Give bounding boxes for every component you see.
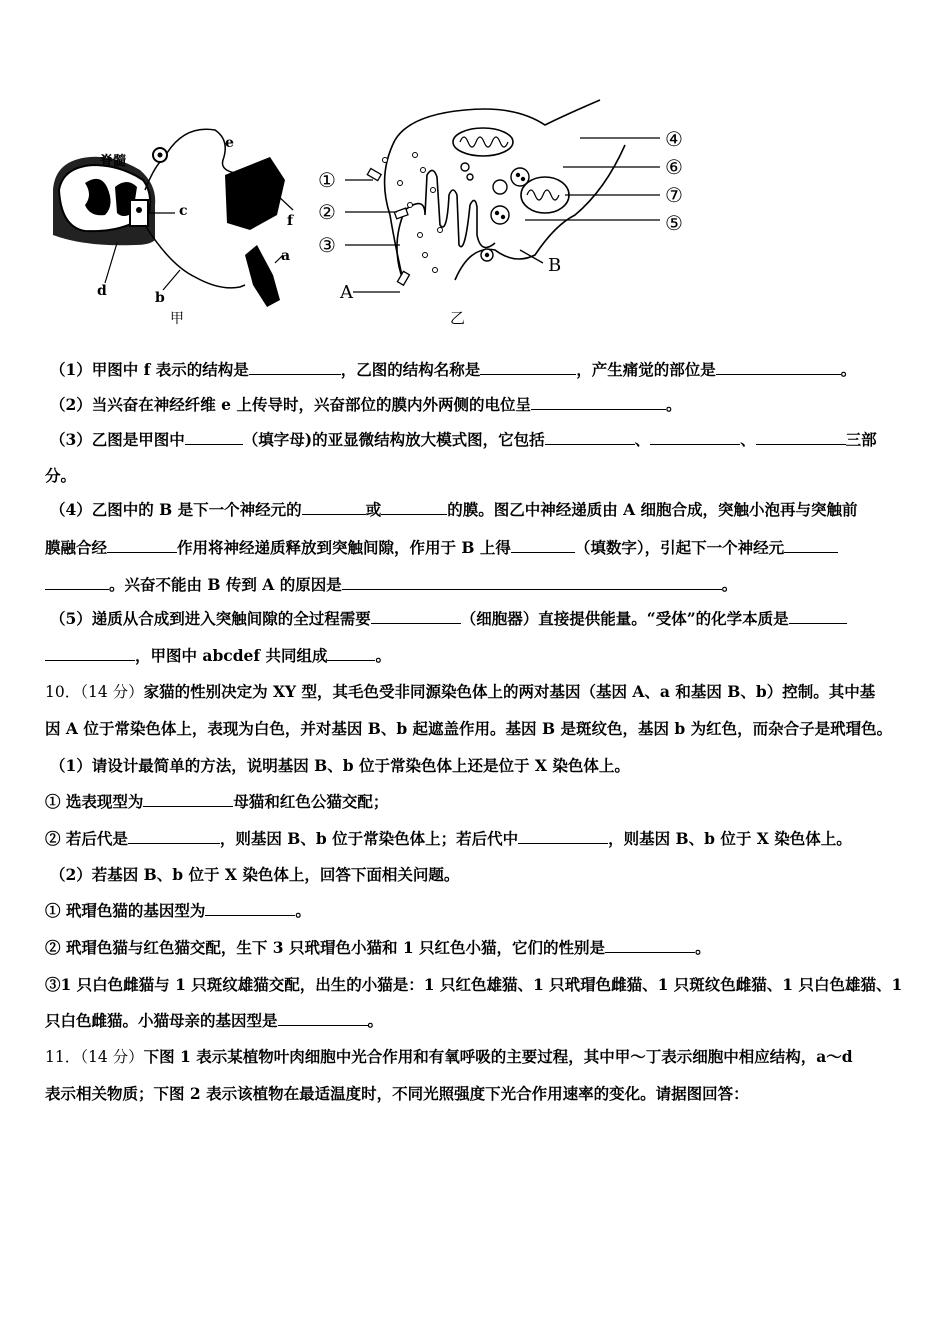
- blank[interactable]: [327, 646, 375, 661]
- blank[interactable]: [143, 792, 233, 807]
- label-spine: 脊髓: [100, 154, 127, 169]
- label-3: ③: [318, 233, 336, 257]
- blank[interactable]: [45, 646, 135, 661]
- blank[interactable]: [784, 538, 838, 553]
- label-7: ⑦: [665, 183, 683, 207]
- question-number: 10．（14 分）: [45, 683, 144, 701]
- effector-a: [245, 245, 280, 307]
- mitochondrion-2: [521, 177, 569, 213]
- blank[interactable]: [302, 500, 366, 515]
- caption-yi: 乙: [450, 309, 466, 327]
- label-b: b: [155, 290, 165, 306]
- blank[interactable]: [789, 609, 847, 624]
- question-number: 11．（14 分）: [45, 1048, 144, 1066]
- label-a: a: [281, 248, 291, 264]
- blank[interactable]: [278, 1011, 368, 1026]
- q9-part3: （3）乙图是甲图中 （填字母)的亚显微结构放大模式图，它包括 、 、 三部: [50, 430, 877, 449]
- q10-line7: ① 玳瑁色猫的基因型为 。: [45, 901, 311, 920]
- blank[interactable]: [545, 430, 635, 445]
- receptor-f: [225, 157, 285, 230]
- q10-line8: ② 玳瑁色猫与红色猫交配，生下 3 只玳瑁色小猫和 1 只红色小猫，它们的性别是 。: [45, 938, 711, 957]
- label-f: f: [287, 213, 294, 229]
- label-5: ⑤: [665, 211, 683, 235]
- label-1: ①: [318, 168, 336, 192]
- q9-part1: （1）甲图中 f 表示的结构是 ，乙图的结构名称是 ，产生痛觉的部位是 。: [50, 360, 857, 379]
- q11-line2: 表示相关物质；下图 2 表示该植物在最适温度时，不同光照强度下光合作用速率的变化。请据图回答：: [45, 1084, 749, 1103]
- q10-line3: （1）请设计最简单的方法，说明基因 B、b 位于常染色体上还是位于 X 染色体上。: [50, 756, 630, 775]
- label-6: ⑥: [665, 155, 683, 179]
- blank[interactable]: [371, 609, 461, 624]
- label-4: ④: [665, 127, 683, 151]
- blank[interactable]: [45, 575, 109, 590]
- figure-yi-synapse: [315, 95, 705, 330]
- q10-line9: ③1 只白色雌猫与 1 只斑纹雄猫交配，出生的小猫是：1 只红色雄猫、1 只玳瑁色雌猫、1 只斑纹色雌猫、1 只白色雄猫、1: [45, 975, 903, 994]
- q10-line1: 10．（14 分）家猫的性别决定为 XY 型，其毛色受非同源染色体上的两对基因（基因 A、a 和基因 B、b）控制。其中基: [45, 682, 876, 701]
- q10-line10: 只白色雌猫。小猫母亲的基因型是 。: [45, 1011, 384, 1030]
- q9-part4-cont: 膜融合经 作用将神经递质释放到突触间隙，作用于 B 上得 （填数字），引起下一个神经元: [45, 538, 910, 558]
- blank[interactable]: [249, 360, 341, 375]
- blank[interactable]: [480, 360, 576, 375]
- label-d: d: [97, 283, 107, 299]
- mitochondrion: [453, 128, 513, 156]
- label-A: A: [340, 282, 353, 303]
- q9-part3-cont: 分。: [45, 466, 77, 485]
- blank[interactable]: [716, 360, 841, 375]
- q10-line4: ① 选表现型为 母猫和红色公猫交配；: [45, 792, 389, 811]
- blank[interactable]: [128, 829, 220, 844]
- blank[interactable]: [511, 538, 575, 553]
- blank[interactable]: [342, 575, 722, 590]
- q9-part5-cont: ，甲图中 abcdef 共同组成 。: [45, 646, 910, 666]
- q10-line5: ② 若后代是 ，则基因 B、b 位于常染色体上；若后代中 ，则基因 B、b 位于 X 染色体上。: [45, 829, 852, 848]
- blank[interactable]: [605, 938, 695, 953]
- label-2: ②: [318, 200, 336, 224]
- q11-line1: 11．（14 分）下图 1 表示某植物叶肉细胞中光合作用和有氧呼吸的主要过程，其中甲～丁表示细胞中相应结构，a～d: [45, 1047, 853, 1066]
- q9-part4-cont2: 。兴奋不能由 B 传到 A 的原因是 。: [45, 575, 910, 595]
- caption-jia: 甲: [170, 311, 184, 327]
- q10-line6: （2）若基因 B、b 位于 X 染色体上，回答下面相关问题。: [50, 865, 460, 884]
- q9-part5: （5）递质从合成到进入突触间隙的全过程需要 （细胞器）直接提供能量。“受体”的化学本质是: [50, 609, 915, 629]
- spinal-cord-section: [53, 157, 155, 246]
- q9-part4: （4）乙图中的 B 是下一个神经元的 或 的膜。图乙中神经递质由 A 细胞合成，突触小泡再与突触前: [50, 500, 858, 519]
- label-e: e: [225, 135, 234, 151]
- blank[interactable]: [650, 430, 740, 445]
- blank[interactable]: [185, 430, 243, 445]
- figure-jia-reflex-arc: [45, 95, 315, 335]
- blank[interactable]: [107, 538, 177, 553]
- label-B: B: [548, 255, 562, 276]
- blank[interactable]: [518, 829, 608, 844]
- blank[interactable]: [531, 395, 666, 410]
- blank[interactable]: [756, 430, 846, 445]
- q10-line2: 因 A 位于常染色体上，表现为白色，并对基因 B、b 起遮盖作用。基因 B 是斑纹色，基因 b 为红色，而杂合子是玳瑁色。: [45, 719, 893, 738]
- blank[interactable]: [381, 500, 447, 515]
- blank[interactable]: [205, 901, 295, 916]
- synaptic-vesicles: [461, 163, 529, 261]
- q9-part2: （2）当兴奋在神经纤维 e 上传导时，兴奋部位的膜内外两侧的电位呈 。: [50, 395, 682, 414]
- label-c: c: [179, 203, 188, 219]
